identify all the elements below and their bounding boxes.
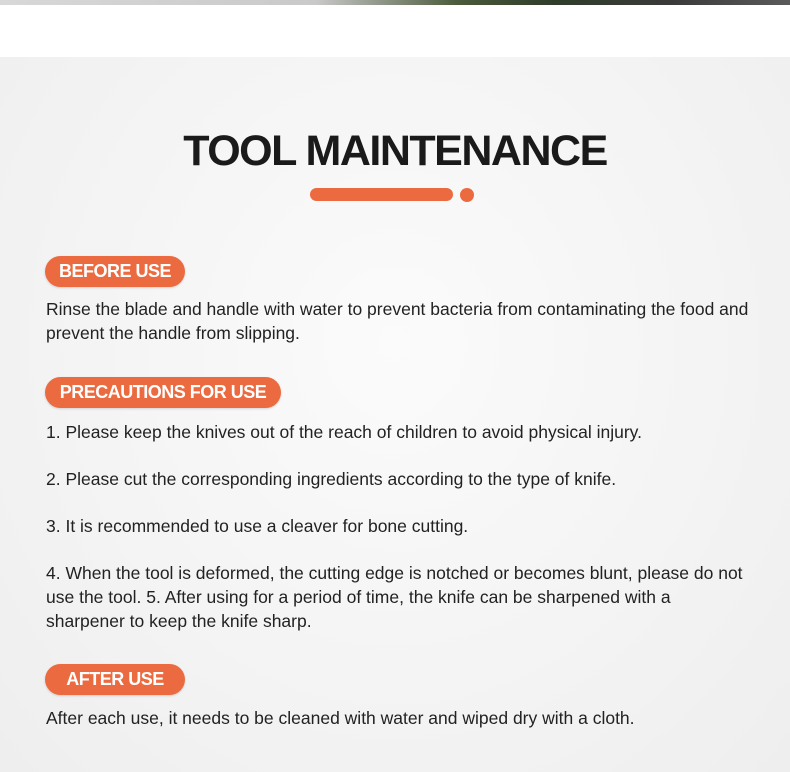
after-use-label: AFTER USE	[45, 664, 185, 695]
after-use-text: After each use, it needs to be cleaned with water and wiped dry with a cloth.	[46, 708, 635, 728]
precaution-item-2: 2. Please cut the corresponding ingredients according to the type of knife.	[46, 469, 617, 489]
before-use-label: BEFORE USE	[45, 256, 185, 287]
top-spacer	[0, 5, 790, 57]
precautions-label: PRECAUTIONS FOR USE	[45, 377, 281, 408]
precaution-item-4: 4. When the tool is deformed, the cutting edge is notched or becomes blunt, please do not use the tool. 5. After using for a period of time, the knife can be sharpened with a sharpener to keep the knife sharp.	[46, 563, 743, 631]
title-underline-dot	[460, 188, 474, 202]
title-underline-bar	[310, 188, 453, 201]
page-title: TOOL MAINTENANCE	[183, 127, 607, 175]
precaution-item-1: 1. Please keep the knives out of the reach of children to avoid physical injury.	[46, 422, 642, 442]
before-use-text: Rinse the blade and handle with water to prevent bacteria from contaminating the food and prevent the handle from slipping.	[46, 299, 749, 343]
precaution-item-3: 3. It is recommended to use a cleaver for bone cutting.	[46, 516, 469, 536]
